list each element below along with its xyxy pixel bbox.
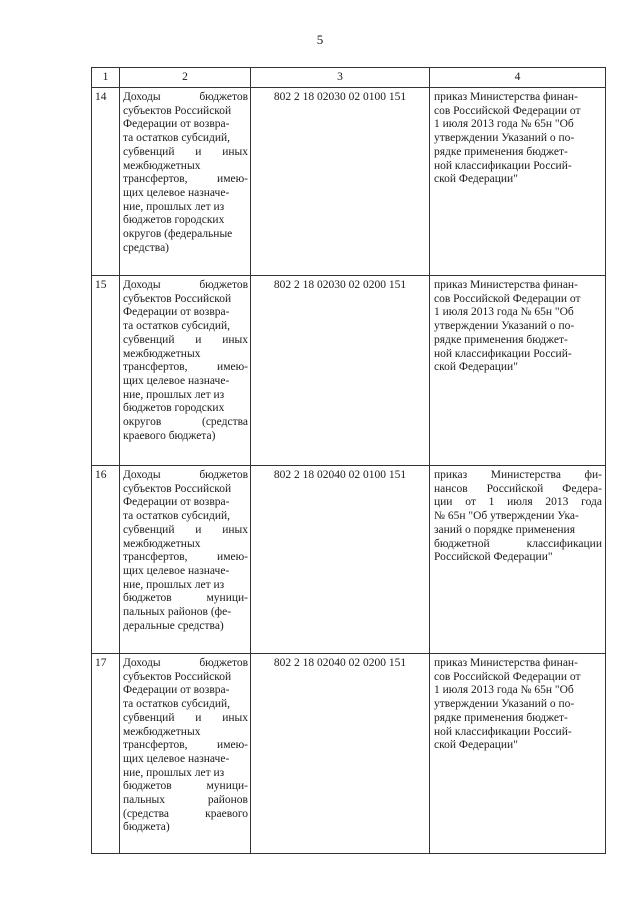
description-line: субвенций и иных: [123, 711, 248, 724]
description-line: межбюджетных: [123, 347, 201, 360]
reference-line: утверждении Указаний о по-: [434, 320, 575, 333]
row-number: 16: [92, 466, 120, 654]
description-line: Доходы бюджетов: [123, 91, 248, 103]
header-col-3: 3: [251, 68, 430, 88]
reference-line: нансов Российской Федера-: [434, 482, 602, 495]
description-line: ние, прошлых лет из: [123, 388, 225, 401]
income-description: [120, 276, 251, 466]
row-number: 17: [92, 654, 120, 854]
description-line: щих целевое назначе-: [123, 752, 230, 765]
description-line: бюджетов городских: [123, 402, 225, 415]
table-row: [92, 276, 606, 466]
legal-reference: [430, 88, 606, 276]
description-line: трансфертов, имею-: [123, 173, 248, 186]
reference-line: Российской Федерации": [434, 551, 553, 564]
description-line: субъектов Российской: [123, 292, 232, 305]
row-number: 15: [92, 276, 120, 466]
description-line: субвенций и иных: [123, 523, 248, 536]
page-number: 5: [316, 32, 324, 47]
description-line: межбюджетных: [123, 537, 201, 550]
description-line: краевого бюджета): [123, 429, 216, 442]
description-line: бюджетов муници-: [123, 780, 248, 793]
description-line: ние, прошлых лет из: [123, 200, 225, 213]
row-number: 14: [92, 88, 120, 276]
description-line: пальных районов: [123, 794, 248, 807]
description-line: межбюджетных: [123, 725, 201, 738]
description-line: Федерации от возвра-: [123, 684, 230, 697]
reference-line: приказ Министерства финан-: [434, 657, 578, 669]
description-line: Доходы бюджетов: [123, 657, 248, 669]
description-line: средства): [123, 241, 169, 254]
reference-line: рядке применения бюджет-: [434, 145, 568, 158]
reference-line: утверждении Указаний о по-: [434, 132, 575, 145]
description-line: округов (федеральные: [123, 228, 233, 241]
description-line: трансфертов, имею-: [123, 739, 248, 752]
reference-line: ской Федерации": [434, 173, 518, 186]
description-line: щих целевое назначе-: [123, 564, 230, 577]
reference-line: ной классификации Россий-: [434, 347, 572, 360]
reference-line: утверждении Указаний о по-: [434, 698, 575, 711]
description-line: щих целевое назначе-: [123, 186, 230, 199]
description-line: бюджетов городских: [123, 214, 225, 227]
legal-reference: [430, 466, 606, 654]
header-col-2: 2: [120, 68, 251, 88]
reference-line: рядке применения бюджет-: [434, 333, 568, 346]
description-line: субвенций и иных: [123, 333, 248, 346]
description-line: трансфертов, имею-: [123, 551, 248, 564]
reference-line: ции от 1 июля 2013 года: [434, 496, 602, 509]
reference-line: ской Федерации": [434, 739, 518, 752]
reference-line: сов Российской Федерации от: [434, 292, 581, 305]
description-line: округов (средства: [123, 416, 248, 429]
table-header-row: [92, 68, 606, 88]
header-col-4: 4: [430, 68, 606, 88]
description-line: ние, прошлых лет из: [123, 578, 225, 591]
description-line: деральные средства): [123, 619, 224, 632]
income-description: [120, 654, 251, 854]
budget-code: 802 2 18 02040 02 0100 151: [251, 466, 430, 654]
description-line: субъектов Российской: [123, 482, 232, 495]
budget-code: 802 2 18 02040 02 0200 151: [251, 654, 430, 854]
description-line: Федерации от возвра-: [123, 306, 230, 319]
reference-line: приказ Министерства финан-: [434, 91, 578, 103]
description-line: (средства краевого: [123, 807, 248, 820]
description-line: межбюджетных: [123, 159, 201, 172]
reference-line: ной классификации Россий-: [434, 159, 572, 172]
description-line: Федерации от возвра-: [123, 118, 230, 131]
header-col-1: 1: [92, 68, 120, 88]
description-line: бюджетов муници-: [123, 592, 248, 605]
description-line: Федерации от возвра-: [123, 496, 230, 509]
description-line: Доходы бюджетов: [123, 279, 248, 291]
reference-line: рядке применения бюджет-: [434, 711, 568, 724]
description-line: субъектов Российской: [123, 104, 232, 117]
reference-line: сов Российской Федерации от: [434, 104, 581, 117]
reference-line: ской Федерации": [434, 361, 518, 374]
description-line: Доходы бюджетов: [123, 469, 248, 481]
description-line: щих целевое назначе-: [123, 374, 230, 387]
income-description: [120, 88, 251, 276]
table-row: [92, 654, 606, 854]
reference-line: 1 июля 2013 года № 65н "Об: [434, 118, 574, 131]
description-line: трансфертов, имею-: [123, 361, 248, 374]
budget-code: 802 2 18 02030 02 0100 151: [251, 88, 430, 276]
income-description: [120, 466, 251, 654]
reference-line: заний о порядке применения: [434, 523, 575, 536]
description-line: субвенций и иных: [123, 145, 248, 158]
table-row: [92, 88, 606, 276]
description-line: та остатков субсидий,: [123, 132, 231, 145]
description-line: пальных районов (фе-: [123, 606, 232, 619]
table-row: [92, 466, 606, 654]
description-line: ние, прошлых лет из: [123, 766, 225, 779]
legal-reference: [430, 654, 606, 854]
reference-line: приказ Министерства финан-: [434, 279, 578, 291]
reference-line: 1 июля 2013 года № 65н "Об: [434, 306, 574, 319]
description-line: та остатков субсидий,: [123, 698, 231, 711]
reference-line: приказ Министерства фи-: [434, 469, 602, 481]
budget-classification-table: [91, 67, 606, 854]
description-line: та остатков субсидий,: [123, 510, 231, 523]
description-line: бюджета): [123, 821, 170, 834]
legal-reference: [430, 276, 606, 466]
reference-line: ной классификации Россий-: [434, 725, 572, 738]
reference-line: сов Российской Федерации от: [434, 670, 581, 683]
description-line: субъектов Российской: [123, 670, 232, 683]
budget-code: 802 2 18 02030 02 0200 151: [251, 276, 430, 466]
description-line: та остатков субсидий,: [123, 320, 231, 333]
reference-line: бюджетной классификации: [434, 537, 602, 550]
reference-line: № 65н "Об утверждении Ука-: [434, 510, 579, 523]
reference-line: 1 июля 2013 года № 65н "Об: [434, 684, 574, 697]
